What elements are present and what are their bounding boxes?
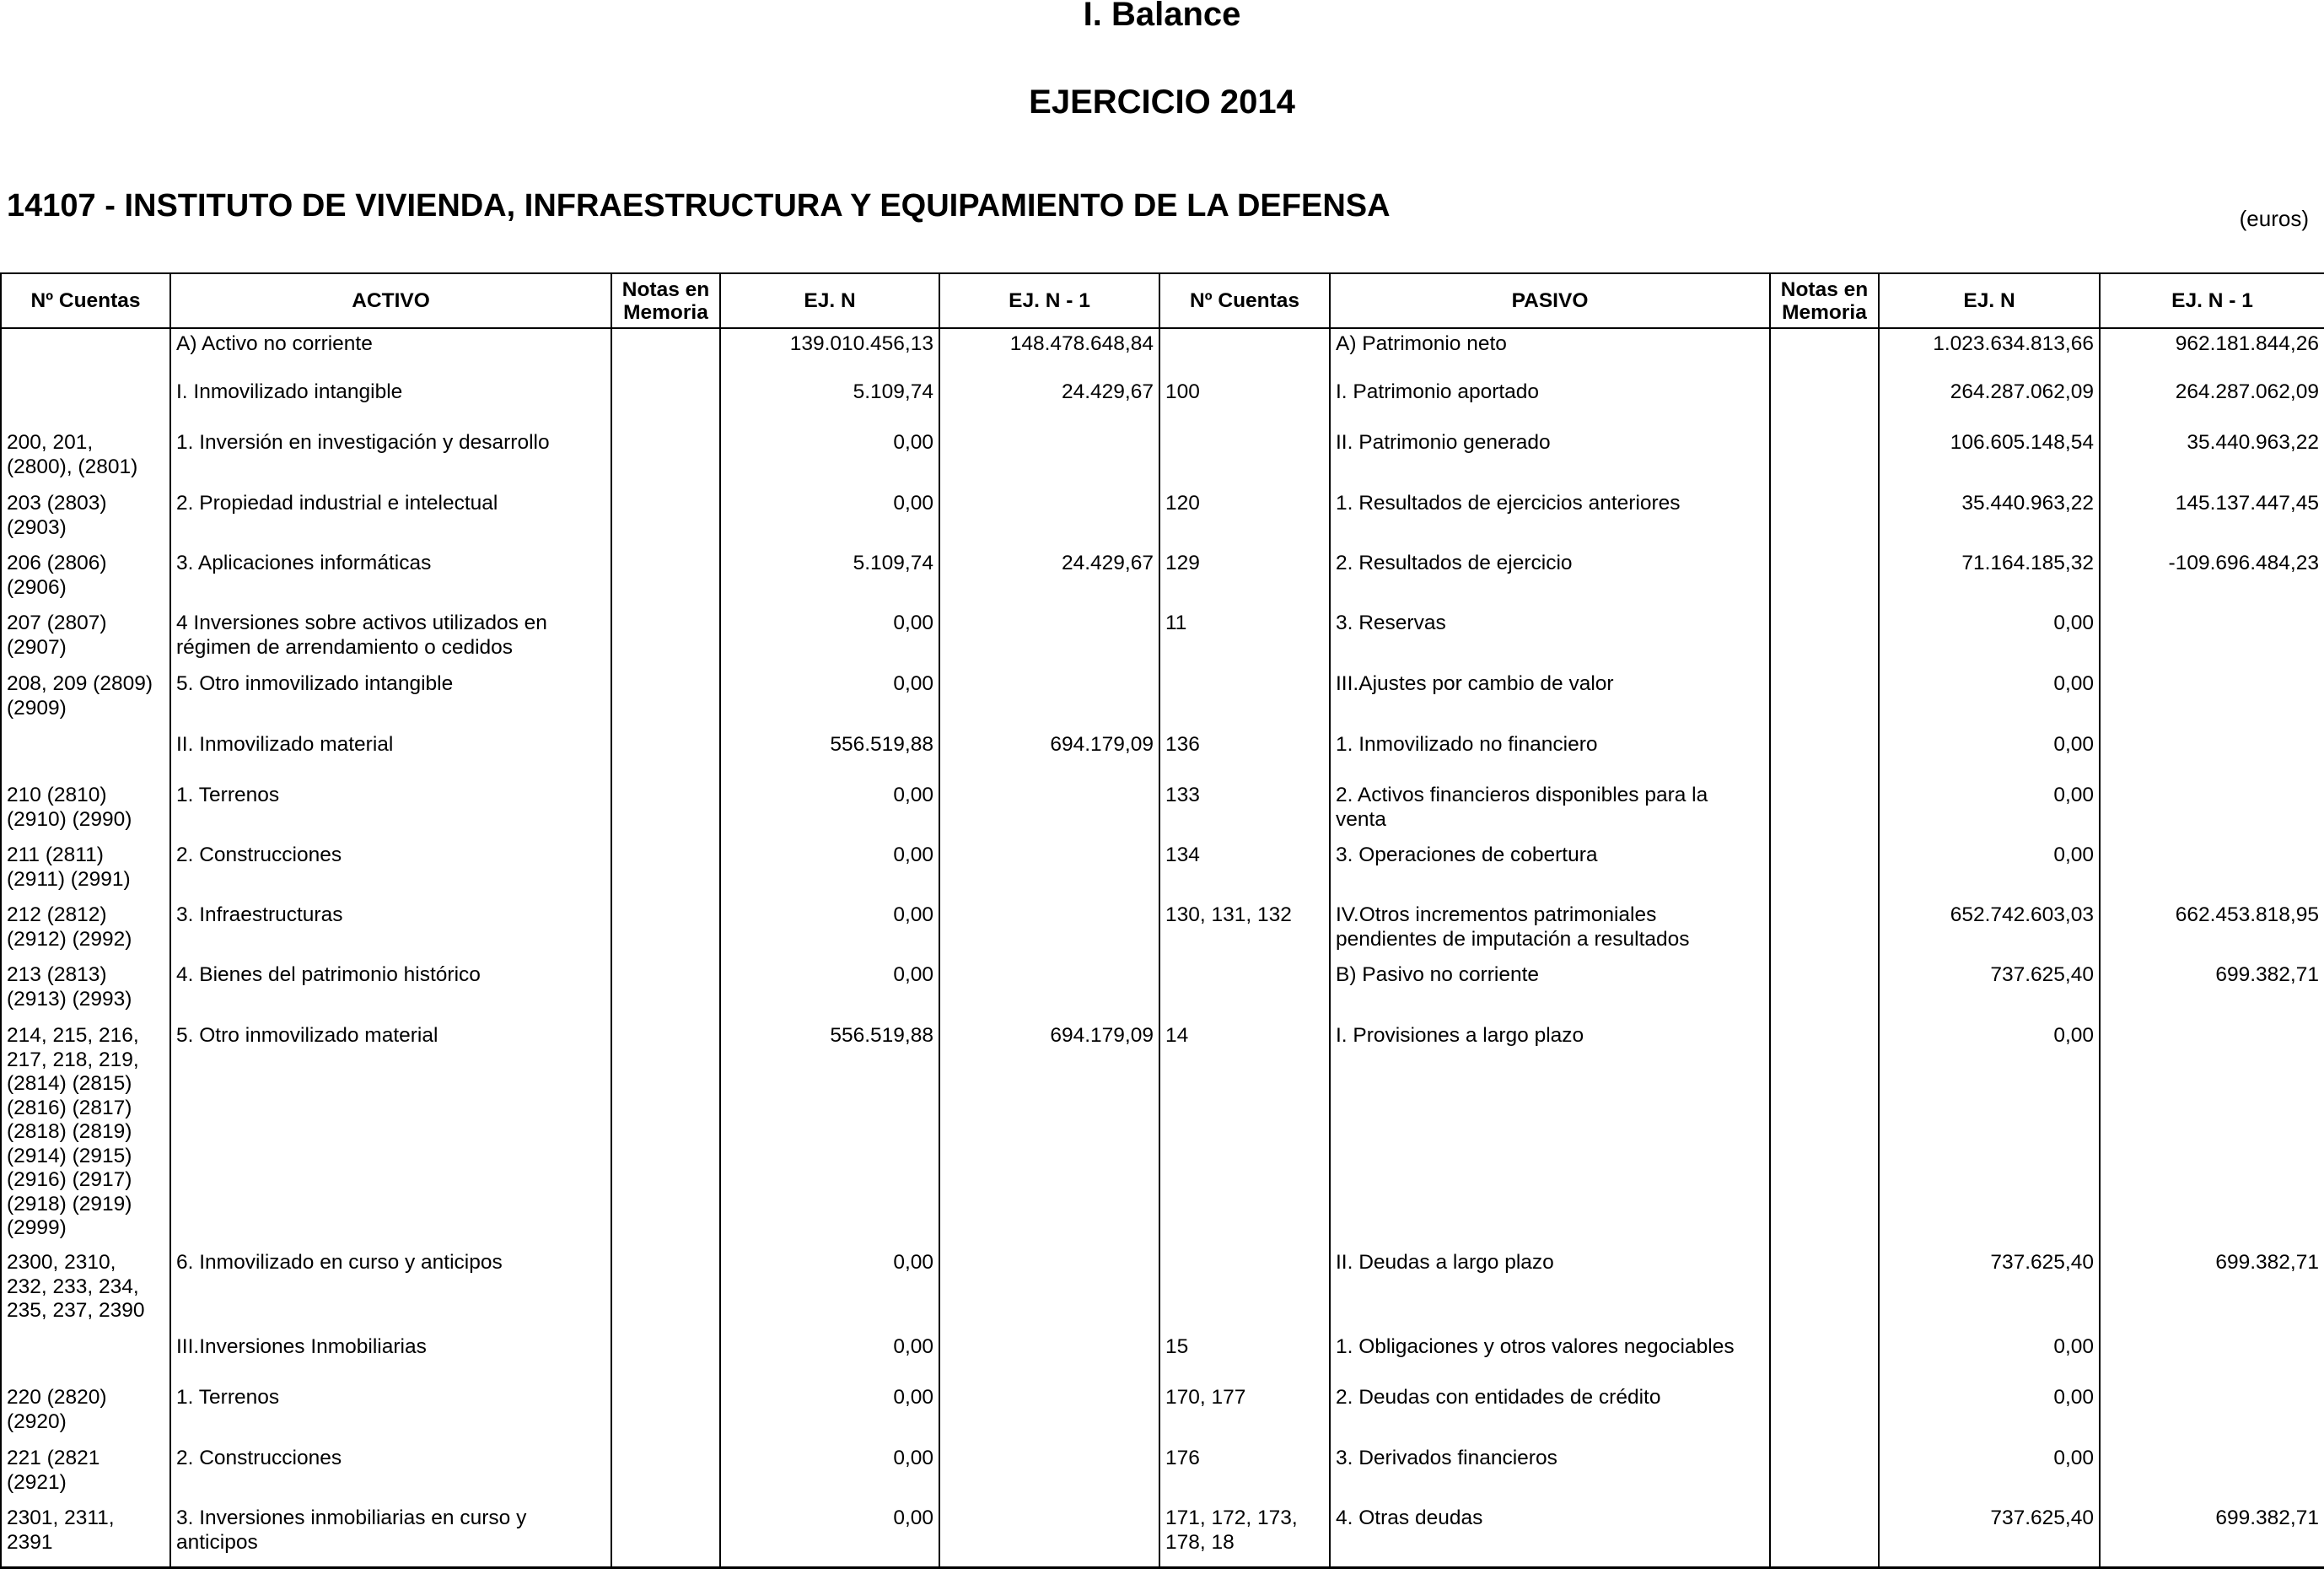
liability-value-current: 106.605.148,54 [1879,428,2100,488]
liability-notes [1770,1332,1879,1383]
asset-notes [611,900,720,960]
liability-value-previous: 264.287.062,09 [2100,377,2324,428]
asset-label: 3. Aplicaciones informáticas [170,548,611,608]
table-body [1,328,2324,1567]
liability-value-current: 35.440.963,22 [1879,488,2100,548]
liability-notes [1770,1503,1879,1567]
column-header: EJ. N [1879,273,2100,328]
asset-value-current: 0,00 [720,608,939,669]
liability-notes [1770,960,1879,1021]
table-row [1,780,2324,840]
liability-label: 4. Otras deudas [1330,1503,1770,1567]
asset-notes [611,608,720,669]
liability-value-previous [2100,1021,2324,1248]
liability-value-previous: 699.382,71 [2100,1503,2324,1567]
table-row [1,730,2324,780]
liability-value-current: 737.625,40 [1879,960,2100,1021]
asset-label: III.Inversiones Inmobiliarias [170,1332,611,1383]
liability-value-current: 0,00 [1879,780,2100,840]
asset-value-current: 0,00 [720,1383,939,1443]
liability-value-previous: 962.181.844,26 [2100,328,2324,377]
account-codes-asset: 203 (2803) (2903) [1,488,170,548]
liability-value-previous: 699.382,71 [2100,1248,2324,1332]
liability-value-current: 71.164.185,32 [1879,548,2100,608]
asset-value-current: 0,00 [720,840,939,900]
asset-notes [611,840,720,900]
account-codes-liability: 100 [1159,377,1330,428]
liability-notes [1770,1248,1879,1332]
asset-value-current: 0,00 [720,900,939,960]
liability-label: III.Ajustes por cambio de valor [1330,669,1770,730]
account-codes-asset: 208, 209 (2809) (2909) [1,669,170,730]
asset-label: 2. Propiedad industrial e intelectual [170,488,611,548]
liability-value-current: 0,00 [1879,1332,2100,1383]
account-codes-liability [1159,328,1330,377]
liability-label: 3. Derivados financieros [1330,1443,1770,1503]
asset-label: 3. Inversiones inmobiliarias en curso y anticipos [170,1503,611,1567]
asset-label: I. Inmovilizado intangible [170,377,611,428]
liability-notes [1770,900,1879,960]
asset-notes [611,428,720,488]
units-label: (euros) [2239,206,2309,231]
liability-value-previous [2100,608,2324,669]
account-codes-liability [1159,1248,1330,1332]
asset-value-previous: 694.179,09 [939,730,1159,780]
asset-value-current: 0,00 [720,1443,939,1503]
asset-label: 2. Construcciones [170,840,611,900]
account-codes-asset [1,377,170,428]
liability-value-previous [2100,669,2324,730]
asset-label: 1. Inversión en investigación y desarrollo [170,428,611,488]
liability-notes [1770,488,1879,548]
liability-value-current: 0,00 [1879,1021,2100,1248]
liability-label: 3. Operaciones de cobertura [1330,840,1770,900]
asset-notes [611,780,720,840]
liability-notes [1770,730,1879,780]
liability-value-current: 264.287.062,09 [1879,377,2100,428]
column-header: ACTIVO [170,273,611,328]
liability-label: I. Provisiones a largo plazo [1330,1021,1770,1248]
account-codes-liability: 129 [1159,548,1330,608]
asset-value-previous [939,669,1159,730]
asset-value-previous: 148.478.648,84 [939,328,1159,377]
asset-value-current: 0,00 [720,960,939,1021]
account-codes-asset: 206 (2806) (2906) [1,548,170,608]
asset-value-current: 0,00 [720,1332,939,1383]
column-header: Nº Cuentas [1159,273,1330,328]
liability-notes [1770,548,1879,608]
account-codes-liability: 15 [1159,1332,1330,1383]
asset-value-current: 139.010.456,13 [720,328,939,377]
table-row [1,840,2324,900]
asset-label: 6. Inmovilizado en curso y anticipos [170,1248,611,1332]
asset-value-current: 0,00 [720,488,939,548]
liability-label: 3. Reservas [1330,608,1770,669]
liability-notes [1770,377,1879,428]
account-codes-liability: 136 [1159,730,1330,780]
asset-notes [611,1383,720,1443]
table-row [1,428,2324,488]
liability-value-previous: -109.696.484,23 [2100,548,2324,608]
liability-label: II. Deudas a largo plazo [1330,1248,1770,1332]
account-codes-liability [1159,428,1330,488]
asset-notes [611,1248,720,1332]
balance-table [0,272,2324,1569]
asset-value-current: 0,00 [720,1248,939,1332]
liability-notes [1770,1443,1879,1503]
table-row [1,1021,2324,1248]
asset-value-current: 0,00 [720,428,939,488]
liability-label: 2. Resultados de ejercicio [1330,548,1770,608]
liability-value-previous: 35.440.963,22 [2100,428,2324,488]
account-codes-liability [1159,960,1330,1021]
table-row [1,960,2324,1021]
asset-notes [611,1443,720,1503]
account-codes-asset: 220 (2820) (2920) [1,1383,170,1443]
column-header: PASIVO [1330,273,1770,328]
account-codes-liability: 171, 172, 173, 178, 18 [1159,1503,1330,1567]
asset-label: 4 Inversiones sobre activos utilizados en régimen de arrendamiento o cedidos [170,608,611,669]
table-row [1,488,2324,548]
account-codes-asset: 211 (2811) (2911) (2991) [1,840,170,900]
asset-value-previous [939,960,1159,1021]
liability-value-current: 0,00 [1879,730,2100,780]
asset-label: 1. Terrenos [170,1383,611,1443]
asset-label: II. Inmovilizado material [170,730,611,780]
account-codes-liability: 130, 131, 132 [1159,900,1330,960]
asset-label: 2. Construcciones [170,1443,611,1503]
asset-notes [611,488,720,548]
asset-label: 5. Otro inmovilizado material [170,1021,611,1248]
asset-notes [611,730,720,780]
document-title: I. Balance [1083,0,1241,33]
account-codes-liability [1159,669,1330,730]
liability-value-current: 737.625,40 [1879,1248,2100,1332]
liability-notes [1770,780,1879,840]
account-codes-liability: 176 [1159,1443,1330,1503]
liability-value-previous [2100,1383,2324,1443]
liability-value-previous [2100,780,2324,840]
asset-notes [611,1503,720,1567]
account-codes-asset: 213 (2813) (2913) (2993) [1,960,170,1021]
account-codes-asset: 207 (2807) (2907) [1,608,170,669]
account-codes-liability: 14 [1159,1021,1330,1248]
account-codes-asset: 2301, 2311, 2391 [1,1503,170,1567]
asset-label: 1. Terrenos [170,780,611,840]
table-row [1,1503,2324,1567]
asset-notes [611,377,720,428]
asset-value-current: 0,00 [720,669,939,730]
liability-value-previous: 662.453.818,95 [2100,900,2324,960]
liability-value-current: 1.023.634.813,66 [1879,328,2100,377]
account-codes-asset [1,730,170,780]
asset-notes [611,1332,720,1383]
table-row [1,548,2324,608]
account-codes-asset: 210 (2810) (2910) (2990) [1,780,170,840]
table-row [1,1443,2324,1503]
asset-value-current: 5.109,74 [720,548,939,608]
account-codes-liability: 11 [1159,608,1330,669]
liability-label: 1. Inmovilizado no financiero [1330,730,1770,780]
liability-value-previous [2100,840,2324,900]
asset-label: 5. Otro inmovilizado intangible [170,669,611,730]
asset-value-previous: 24.429,67 [939,548,1159,608]
liability-notes [1770,328,1879,377]
liability-notes [1770,840,1879,900]
asset-value-previous: 694.179,09 [939,1021,1159,1248]
asset-notes [611,1021,720,1248]
asset-value-previous [939,1443,1159,1503]
account-codes-asset: 214, 215, 216, 217, 218, 219, (2814) (2815) (2816) (2817) (2818) (2819) (2914) (2915) (2916) (2917) (2918) (2919) (2999) [1,1021,170,1248]
liability-value-current: 652.742.603,03 [1879,900,2100,960]
asset-value-previous: 24.429,67 [939,377,1159,428]
liability-label: II. Patrimonio generado [1330,428,1770,488]
liability-value-current: 0,00 [1879,1443,2100,1503]
liability-label: 2. Activos financieros disponibles para la venta [1330,780,1770,840]
asset-value-previous [939,428,1159,488]
table-row [1,1383,2324,1443]
table-row [1,328,2324,377]
asset-value-current: 556.519,88 [720,1021,939,1248]
liability-value-current: 737.625,40 [1879,1503,2100,1567]
column-header: Notas en Memoria [611,273,720,328]
asset-value-previous [939,900,1159,960]
asset-value-previous [939,1248,1159,1332]
table-row [1,900,2324,960]
account-codes-liability: 133 [1159,780,1330,840]
asset-label: 3. Infraestructuras [170,900,611,960]
liability-value-previous: 145.137.447,45 [2100,488,2324,548]
account-codes-asset [1,1332,170,1383]
table-header-row [1,273,2324,328]
column-header: EJ. N [720,273,939,328]
liability-label: 2. Deudas con entidades de crédito [1330,1383,1770,1443]
account-codes-asset [1,328,170,377]
table-row [1,1248,2324,1332]
entity-heading: 14107 - INSTITUTO DE VIVIENDA, INFRAESTRUCTURA Y EQUIPAMIENTO DE LA DEFENSA [7,188,1391,224]
account-codes-asset: 212 (2812) (2912) (2992) [1,900,170,960]
table-row [1,608,2324,669]
liability-value-current: 0,00 [1879,669,2100,730]
table-row [1,1332,2324,1383]
liability-label: B) Pasivo no corriente [1330,960,1770,1021]
liability-notes [1770,1021,1879,1248]
table-row [1,669,2324,730]
liability-notes [1770,428,1879,488]
column-header: Notas en Memoria [1770,273,1879,328]
account-codes-liability: 120 [1159,488,1330,548]
account-codes-liability: 134 [1159,840,1330,900]
liability-value-previous [2100,730,2324,780]
liability-value-current: 0,00 [1879,1383,2100,1443]
account-codes-liability: 170, 177 [1159,1383,1330,1443]
liability-label: A) Patrimonio neto [1330,328,1770,377]
asset-value-previous [939,780,1159,840]
table-row [1,377,2324,428]
asset-value-current: 0,00 [720,1503,939,1567]
account-codes-asset: 200, 201, (2800), (2801) [1,428,170,488]
liability-value-current: 0,00 [1879,840,2100,900]
asset-label: A) Activo no corriente [170,328,611,377]
exercise-title: EJERCICIO 2014 [1029,84,1295,121]
liability-label: I. Patrimonio aportado [1330,377,1770,428]
asset-value-previous [939,1383,1159,1443]
asset-value-current: 556.519,88 [720,730,939,780]
column-header: EJ. N - 1 [2100,273,2324,328]
liability-notes [1770,669,1879,730]
asset-value-current: 0,00 [720,780,939,840]
liability-notes [1770,608,1879,669]
liability-value-current: 0,00 [1879,608,2100,669]
asset-notes [611,669,720,730]
liability-notes [1770,1383,1879,1443]
asset-value-current: 5.109,74 [720,377,939,428]
column-header: EJ. N - 1 [939,273,1159,328]
liability-label: IV.Otros incrementos patrimoniales pendientes de imputación a resultados [1330,900,1770,960]
liability-label: 1. Obligaciones y otros valores negociables [1330,1332,1770,1383]
asset-value-previous [939,840,1159,900]
liability-label: 1. Resultados de ejercicios anteriores [1330,488,1770,548]
asset-value-previous [939,1503,1159,1567]
asset-label: 4. Bienes del patrimonio histórico [170,960,611,1021]
account-codes-asset: 221 (2821 (2921) [1,1443,170,1503]
liability-value-previous: 699.382,71 [2100,960,2324,1021]
liability-value-previous [2100,1332,2324,1383]
asset-notes [611,548,720,608]
asset-value-previous [939,1332,1159,1383]
account-codes-asset: 2300, 2310, 232, 233, 234, 235, 237, 2390 [1,1248,170,1332]
liability-value-previous [2100,1443,2324,1503]
asset-value-previous [939,488,1159,548]
asset-value-previous [939,608,1159,669]
asset-notes [611,960,720,1021]
column-header: Nº Cuentas [1,273,170,328]
asset-notes [611,328,720,377]
